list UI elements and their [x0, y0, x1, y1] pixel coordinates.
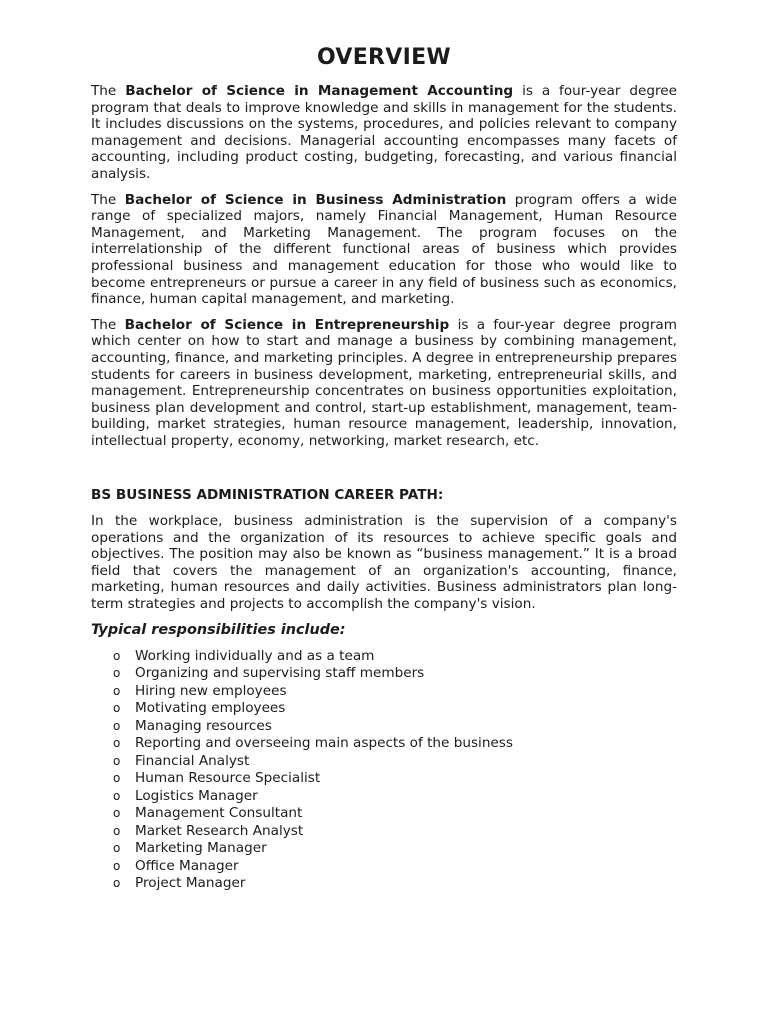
program-name: Bachelor of Science in Entrepreneurship [124, 316, 450, 333]
list-item [91, 788, 677, 806]
section-spacer [91, 458, 677, 487]
list-item-text: Office Manager [135, 857, 239, 874]
program-entrepreneurship [91, 317, 677, 450]
list-item-text: Management Consultant [135, 805, 303, 822]
list-item [91, 770, 677, 788]
list-item [91, 700, 677, 718]
program-description: program offers a wide range of specialized majors, namely Financial Management, Human Resource Management, and Marketing Management. The program focuses on the interrelationship of the different functional areas of business which provides professional business and management education for those who would like to become entrepreneurs or pursue a career in any field of business such as economics, finance, human capital management, and marketing. [91, 191, 677, 308]
program-description: is a four-year degree program which center on how to start and manage a business by combining management, accounting, finance, and marketing principles. A degree in entrepreneurship prepares students for careers in business development, marketing, entrepreneurial skills, and management. Entrepreneurship concentrates on business opportunities exploitation, business plan development and control, start-up establishment, management, team-building, market strategies, human resource management, leadership, innovation, intellectual property, economy, networking, market research, etc. [91, 316, 677, 449]
program-name: Bachelor of Science in Management Accounting [125, 83, 514, 99]
list-item [91, 858, 677, 876]
bullet-icon: o [113, 718, 121, 733]
bullet-icon: o [113, 753, 121, 768]
program-description: is a four-year degree program that deals to improve knowledge and skills in management for the students. It includes discussions on the systems, procedures, and policies relevant to company management and decisions. Managerial accounting encompasses many facets of accounting, including product costing, budgeting, forecasting, and various financial analysis. [91, 83, 677, 182]
program-lead: The [91, 191, 117, 208]
list-item-text: Working individually and as a team [135, 647, 375, 664]
program-management-accounting [91, 83, 677, 183]
bullet-icon: o [113, 841, 121, 856]
list-item-text: Motivating employees [135, 700, 286, 717]
list-item-text: Reporting and overseeing main aspects of the business [135, 735, 513, 752]
list-item-text: Project Manager [135, 875, 246, 892]
bullet-icon: o [113, 736, 121, 751]
page-title: OVERVIEW [316, 45, 451, 70]
bullet-icon: o [113, 788, 121, 803]
bullet-icon: o [113, 648, 121, 663]
list-item [91, 735, 677, 753]
career-path-heading: BS BUSINESS ADMINISTRATION CAREER PATH: [91, 487, 444, 504]
list-item [91, 840, 677, 858]
bullet-icon: o [113, 701, 121, 716]
bullet-icon: o [113, 876, 121, 891]
bullet-icon: o [113, 666, 121, 681]
bullet-icon: o [113, 771, 121, 786]
list-item-text: Hiring new employees [135, 682, 287, 699]
document-page [91, 44, 677, 893]
program-name: Bachelor of Science in Business Administration [124, 191, 507, 208]
list-item [91, 753, 677, 771]
list-item-text: Market Research Analyst [135, 822, 304, 839]
list-item [91, 665, 677, 683]
bullet-icon: o [113, 858, 121, 873]
bullet-icon: o [113, 823, 121, 838]
bullet-icon: o [113, 683, 121, 698]
program-lead: The [91, 316, 117, 333]
list-item-text: Marketing Manager [135, 840, 267, 857]
list-item-text: Financial Analyst [135, 752, 250, 769]
list-item [91, 718, 677, 736]
list-item-text: Logistics Manager [135, 787, 258, 804]
career-path-description: In the workplace, business administration is the supervision of a company's operations and the organization of its resources to achieve specific goals and objectives. The position may also be known as “business management.” It is a broad field that covers the management of an organization's accounting, finance, marketing, human resources and daily activities. Business administrators plan long-term strategies and projects to accomplish the company's vision. [91, 513, 677, 613]
bullet-icon: o [113, 806, 121, 821]
list-item-text: Organizing and supervising staff members [135, 665, 425, 682]
program-lead: The [91, 83, 117, 99]
list-item [91, 683, 677, 701]
list-item [91, 648, 677, 666]
responsibilities-heading: Typical responsibilities include: [91, 621, 346, 638]
program-business-administration [91, 192, 677, 308]
list-item [91, 823, 677, 841]
list-item-text: Managing resources [135, 717, 272, 734]
list-item-text: Human Resource Specialist [135, 770, 321, 787]
list-item [91, 875, 677, 893]
responsibilities-list [91, 648, 677, 893]
list-item [91, 805, 677, 823]
